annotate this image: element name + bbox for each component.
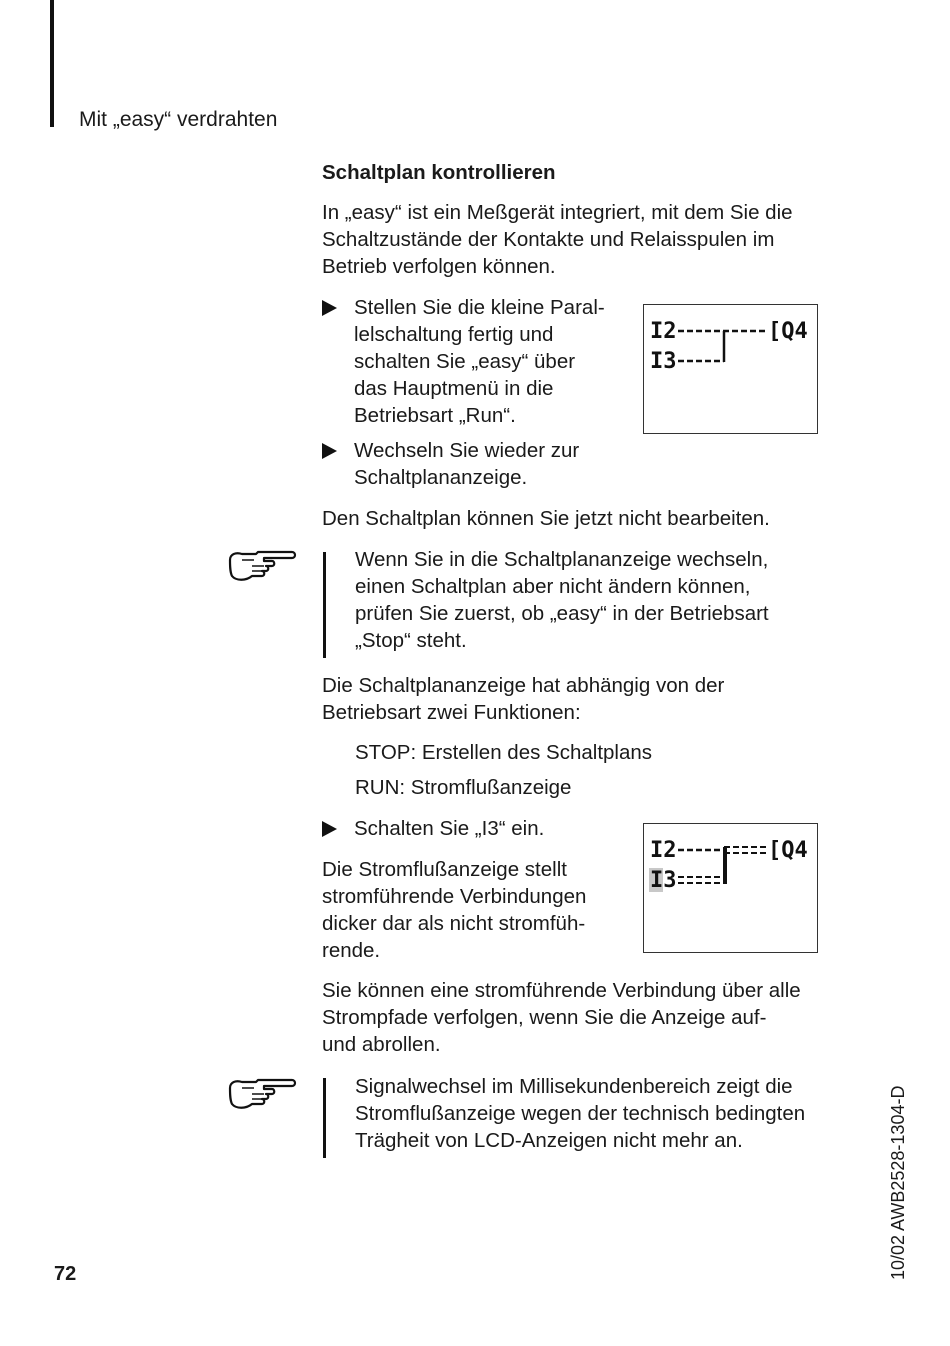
triangle-right-icon bbox=[322, 300, 337, 316]
bullet-item bbox=[322, 437, 622, 493]
text-line: prüfen Sie zuerst, ob „easy“ in der Betriebsart bbox=[355, 602, 769, 625]
contact-label: I2 bbox=[650, 319, 677, 344]
text-line: Schaltplananzeige. bbox=[354, 466, 528, 489]
triangle-right-icon bbox=[322, 821, 337, 837]
note-text bbox=[355, 1073, 835, 1154]
text-line: Schalten Sie „I3“ ein. bbox=[354, 817, 545, 840]
text-line: Wenn Sie in die Schaltplananzeige wechseln, bbox=[355, 548, 769, 571]
circuit-diagram bbox=[644, 305, 817, 433]
text-line: Stellen Sie die kleine Paral- bbox=[354, 296, 605, 319]
contact-label: I3 bbox=[650, 349, 677, 374]
current-display-text bbox=[322, 856, 622, 964]
text-line: schalten Sie „easy“ über bbox=[354, 350, 576, 373]
text-line: In „easy“ ist ein Meßgerät integriert, mit dem Sie die bbox=[322, 201, 793, 224]
text-line: Die Stromflußanzeige stellt bbox=[322, 858, 567, 881]
section-title: Schaltplan kontrollieren bbox=[322, 161, 556, 184]
text-line: lelschaltung fertig und bbox=[354, 323, 554, 346]
running-title: Mit „easy“ verdrahten bbox=[79, 108, 278, 131]
text-line: Betriebsart zwei Funktionen: bbox=[322, 701, 581, 724]
document-code: 10/02 AWB2528-1304-D bbox=[888, 1085, 908, 1280]
note-text bbox=[355, 546, 835, 654]
coil-label: [Q4 bbox=[768, 838, 808, 863]
note-bar bbox=[323, 552, 326, 658]
no-edit-text: Den Schaltplan können Sie jetzt nicht bearbeiten. bbox=[322, 507, 770, 530]
follow-paragraph bbox=[322, 977, 842, 1058]
function-stop: STOP: Erstellen des Schaltplans bbox=[355, 741, 653, 764]
contact-label: I2 bbox=[650, 838, 677, 863]
text-line: und abrollen. bbox=[322, 1033, 441, 1056]
text-line: Signalwechsel im Millisekundenbereich zeigt die bbox=[355, 1075, 793, 1098]
triangle-right-icon bbox=[322, 443, 337, 459]
pointing-hand-icon bbox=[228, 548, 298, 584]
text-line: Betrieb verfolgen können. bbox=[322, 255, 556, 278]
margin-bar bbox=[50, 0, 54, 127]
pointing-hand-icon bbox=[228, 1076, 298, 1112]
function-run: RUN: Stromflußanzeige bbox=[355, 776, 572, 799]
text-line: einen Schaltplan aber nicht ändern können, bbox=[355, 575, 751, 598]
lcd-display-stop bbox=[643, 304, 818, 434]
text-line: Sie können eine stromführende Verbindung über alle bbox=[322, 979, 801, 1002]
text-line: Betriebsart „Run“. bbox=[354, 404, 516, 427]
text-line: Trägheit von LCD-Anzeigen nicht mehr an. bbox=[355, 1129, 743, 1152]
text-line: Die Schaltplananzeige hat abhängig von der bbox=[322, 674, 725, 697]
text-line: rende. bbox=[322, 939, 381, 962]
bullet-item bbox=[322, 294, 622, 434]
note-bar bbox=[323, 1078, 326, 1158]
text-line: das Hauptmenü in die bbox=[354, 377, 554, 400]
text-line: Schaltzustände der Kontakte und Relaisspulen im bbox=[322, 228, 775, 251]
text-line: „Stop“ steht. bbox=[355, 629, 467, 652]
coil-label: [Q4 bbox=[768, 319, 808, 344]
intro-paragraph bbox=[322, 199, 842, 280]
page-number: 72 bbox=[54, 1263, 77, 1285]
text-line: Strompfade verfolgen, wenn Sie die Anzeige auf- bbox=[322, 1006, 767, 1029]
bullet-item bbox=[322, 815, 622, 843]
circuit-diagram bbox=[644, 824, 817, 952]
text-line: Stromflußanzeige wegen der technisch bedingten bbox=[355, 1102, 806, 1125]
text-line: stromführende Verbindungen bbox=[322, 885, 587, 908]
contact-label: I3 bbox=[650, 868, 677, 893]
functions-intro bbox=[322, 672, 842, 726]
text-line: dicker dar als nicht stromfüh- bbox=[322, 912, 586, 935]
text-line: Wechseln Sie wieder zur bbox=[354, 439, 580, 462]
lcd-display-run bbox=[643, 823, 818, 953]
